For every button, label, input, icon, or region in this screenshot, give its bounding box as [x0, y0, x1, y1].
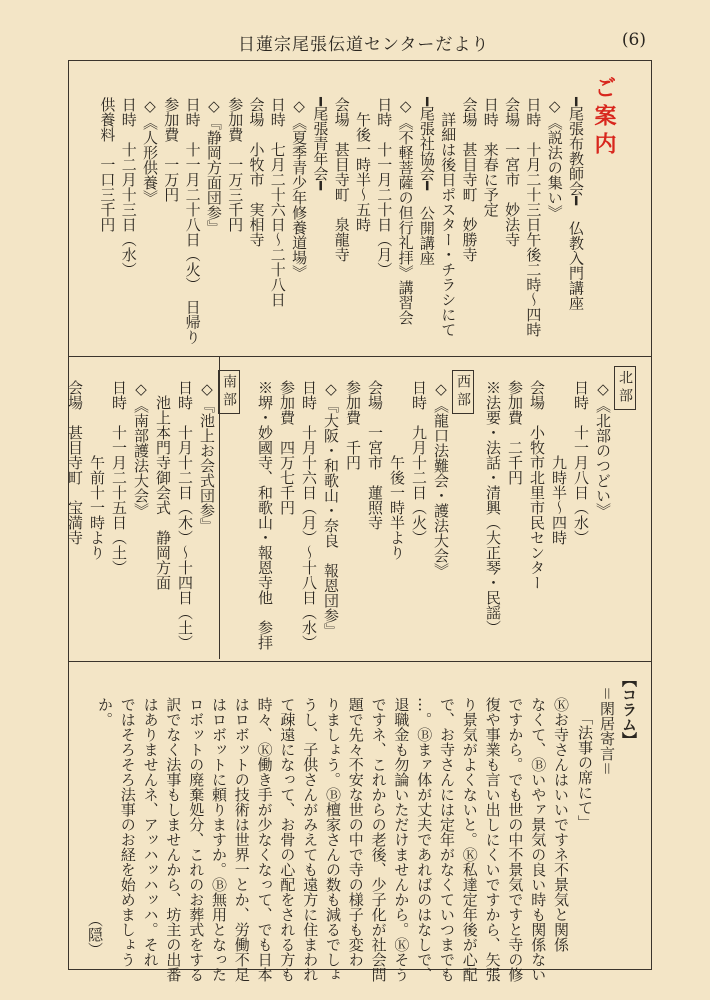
column-text-line: 題で先々不安な世の中で寺の様子も変わ [346, 697, 365, 967]
column-text-line: で、お寺さんには定年がなくていつまでも [438, 697, 456, 982]
announcement-heading: ご案内 [591, 76, 616, 160]
event-line: ◇『大阪・和歌山・奈良 報恩団参』 [322, 380, 340, 638]
column-text-line: ロボットの廃棄処分、これのお葬式をする [187, 697, 206, 982]
event-line: 午前十一時より [88, 380, 106, 560]
event-line: 参加費 二千円 [506, 380, 524, 485]
announcement-line: ◇《夏季青少年修養道場》 [290, 97, 309, 280]
event-line: 日時 九月十二日（火） [410, 380, 428, 545]
event-line: 日時 十一月二十五日（土） [110, 380, 128, 575]
event-line: 会場 小牧市北里市民センター [528, 380, 546, 590]
announcement-line: 会場 小牧市 実相寺 [247, 97, 266, 247]
divider-top [69, 356, 651, 357]
label-west: 西部 [452, 370, 474, 414]
event-line: 池上本門寺御会式 静岡方面 [154, 380, 172, 590]
label-south: 南部 [218, 370, 240, 414]
column-text-line: はロボットの技術は世界一とか、労働不足 [232, 697, 251, 982]
announcement-line: 日時 十一月二十八日（火） 日帰り [183, 97, 202, 345]
event-line: ※堺・妙國寺、和歌山・報恩寺他 参拝 [256, 380, 274, 650]
column-text-line: か。 [96, 697, 114, 727]
divider-bottom [69, 661, 651, 662]
announcement-line: ━尾張社協会━ 公開講座 [417, 97, 436, 266]
column-text-line: はありませんネ、アッハッハッハ。それ [141, 697, 160, 967]
column-text-line: 退職金も勿論いただけませんから。Ⓚそう [392, 697, 411, 982]
announcement-line: 会場 甚目寺町 妙勝寺 [460, 97, 479, 262]
page-header-title: 日蓮宗尾張伝道センターだより [238, 35, 490, 55]
announcement-line: ◇《不軽菩薩の但行礼拝》講習会 [396, 97, 415, 325]
column-text-line: 時々、Ⓚ働き手が少なくなって、でも日本 [255, 697, 274, 982]
column-title: 「法事の席にて」 [576, 710, 594, 830]
column-text-line: 復や事業も言い出しにくいですから、矢張 [483, 697, 502, 982]
column-label: 【コラム】 [620, 672, 638, 747]
event-line: 日時 十月十二日（木）～十四日（土） [176, 380, 194, 650]
announcement-line: 参加費 一万三千円 [226, 97, 245, 232]
event-line: 参加費 千円 [344, 380, 362, 470]
announcement-line: 日時 十月二十三日午後二時～四時 [524, 97, 543, 337]
announcement-line: 供養料 一口三千円 [98, 97, 117, 232]
announcement-line: 日時 来春に予定 [481, 97, 500, 217]
announcement-line: ◇《人形供養》 [141, 97, 159, 205]
column-text-line: ですから。でも世の中不景気ですと寺の修 [506, 697, 525, 982]
announcement-line: 午後一時半～五時 [354, 97, 372, 232]
announcement-line: 参加費 一万円 [162, 97, 181, 202]
event-line: 会場 一宮市 蓮照寺 [366, 380, 384, 530]
column-text-line: 訳でなく法事もしませんから、坊主の出番 [164, 697, 183, 982]
event-line: ◇《龍口法難会・護法大会》 [432, 380, 450, 578]
column-text-line: りましょう。Ⓑ檀家さんの数も減るでしょ [324, 697, 342, 982]
page-number: (6) [621, 30, 646, 50]
announcement-line: 日時 十一月二十日（月） [375, 97, 394, 277]
event-line: ◇《北部のつどい》 [594, 380, 612, 518]
announcement-line: ◇『静岡方面団参』 [204, 97, 223, 235]
column-text-line: …。Ⓑまァ体が丈夫であればのはなしで、 [415, 697, 434, 982]
announcement-line: 詳細は後日ポスター・チラシにて [439, 97, 458, 337]
column-subtitle: ＝閑居寄言＝ [598, 686, 616, 777]
event-line: 会場 甚目寺町 宝満寺 [66, 380, 84, 545]
announcement-line: ━尾張布教師会━ 仏教入門講座 [567, 97, 585, 311]
column-signature: （隠） [86, 912, 104, 957]
column-text-line: り景気がよくないと。Ⓚ私達定年後が心配 [460, 697, 479, 982]
announcement-line: 会場 甚目寺町 泉龍寺 [332, 97, 351, 262]
column-text-line: Ⓚお寺さんはいいですネ不景気と関係 [552, 697, 570, 952]
event-line: ◇《南部護法大会》 [132, 380, 150, 518]
announcement-line: ◇《説法の集い》 [545, 97, 564, 220]
event-line: 日時 十一月八日（水） [572, 380, 590, 545]
column-text-line: て疎遠になって、お骨の心配をされる方も [278, 697, 297, 982]
announcement-line: 日時 七月二十六日～二十八日 [268, 97, 287, 307]
announcement-line: 会場 一宮市 妙法寺 [503, 97, 522, 247]
column-text-line: なくて、Ⓑいやァ景気の良い時も関係ない [529, 697, 548, 982]
announcement-line: ━尾張青年会━ [311, 97, 330, 191]
column-text-line: ですネ、これからの老後、少子化が社会問 [369, 697, 388, 982]
event-line: 九時半～四時 [550, 380, 568, 545]
event-line: 参加費 四万七千円 [278, 380, 296, 515]
event-line: 午後一時半より [388, 380, 406, 560]
event-line: ※法要・法話・清興（大正琴・民謡） [484, 380, 502, 635]
announcement-line: 日時 十二月十三日（水） [119, 97, 138, 277]
column-text-line: はロボットに頼りますか。Ⓑ無用となった [210, 697, 228, 982]
column-text-line: ではそろそろ法事のお経を始めましょう [118, 697, 137, 967]
event-line: 日時 十月十六日（月）～十八日（水） [300, 380, 318, 650]
event-line: ◇『池上お会式団参』 [198, 380, 216, 533]
column-text-line: うし、子供さんがみえても遠方に住まわれ [301, 697, 320, 982]
label-north: 北部 [614, 366, 636, 410]
